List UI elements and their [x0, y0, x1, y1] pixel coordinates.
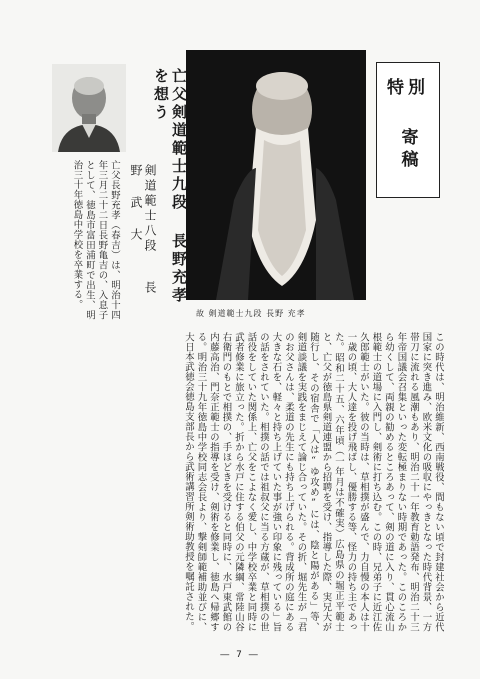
- article-author: [129, 164, 157, 304]
- section-tag: [377, 63, 439, 107]
- author-name: 長 野 武 大: [129, 164, 157, 296]
- section-tag-text: 特別: [387, 77, 429, 98]
- author-role: 剣道範士八段: [143, 164, 157, 254]
- bearded-man-portrait-image: [186, 50, 366, 300]
- page-number: ― 7 ―: [220, 650, 260, 660]
- author-photo: [52, 64, 126, 152]
- article-title: 亡父剣道範士九段 長野充孝を想う: [152, 68, 188, 305]
- photo-caption: 故 剣道範士九段 長野 充孝: [196, 309, 306, 318]
- section-label: 寄稿: [397, 128, 418, 172]
- special-contribution-box: [376, 62, 440, 198]
- author-profile-text: 亡父長野充孝（春吉）は、明治十四年三月二十二日長野亀吉の、入息子として、徳島市富田浦町で出生、明治三十年徳島中学校を卒業する。: [71, 160, 120, 320]
- article-body-text: この時代は、明治維新、西南戦役、間もない頃で封建社会から近代国家に突き進み、欧米文化の吸収にやっきとなった時代背景、一方帯刀に流れる風潮もあり、明治二十一年教育勅語発布、明治二十三年帝国議会召集といった変転極まりない時期であった。このころから幼くして、両親の勧めるところあって、剣の道に入り、貫心流山根範士の道場に入門し、剣術に打ち込む。この時、兄弟子に近江佐久郎範士がいた。彼の当時は、草相撲が盛んで、力自慢の本人は十一歳の頃、大人達を投げ飛ばし、優勝する等、怪力の持ち主であった。昭和二十五、六年頃（一年月は不確実）広島県の堀正平範士と、亡父が徳島県剣道連盟から招聘を受け、指導した際、実兄大が随行し、その宿舎で「人は“ゆ攻め”には、陰と陽がある」等、剣道談議を実践をまじえて論じ合っていた。その折、堀先生が「君のお父さんは、柔道の先生にも持ち上げられる。背成所の庭にある大きな石を、軽々と持ち上げていた事が強い印象に残っている」旨の話をされていた。相撲の話では祖叔父に当る方蔵が、草相撲の世話役をしていた関係上、亡父をこよなく愛し、中学校卒業と同時に武者修業に旅立った。折から水戸に住する伯父の元隣綱、常陸山谷右衛門のもとで相撲の、手ほどきを受けると同時に、水戸東武館の内藤高治、門奈正範士の指導を受け、剣術を修業し、徳島へ帰郷する。明治三十九年徳島中学校同志会長より、撃剣師範補助並びに、大日本武徳会徳島支部長から武術講習所剣術助教授を嘱託された。: [183, 332, 444, 632]
- main-portrait-photo: [186, 50, 366, 300]
- author-portrait-image: [52, 64, 126, 152]
